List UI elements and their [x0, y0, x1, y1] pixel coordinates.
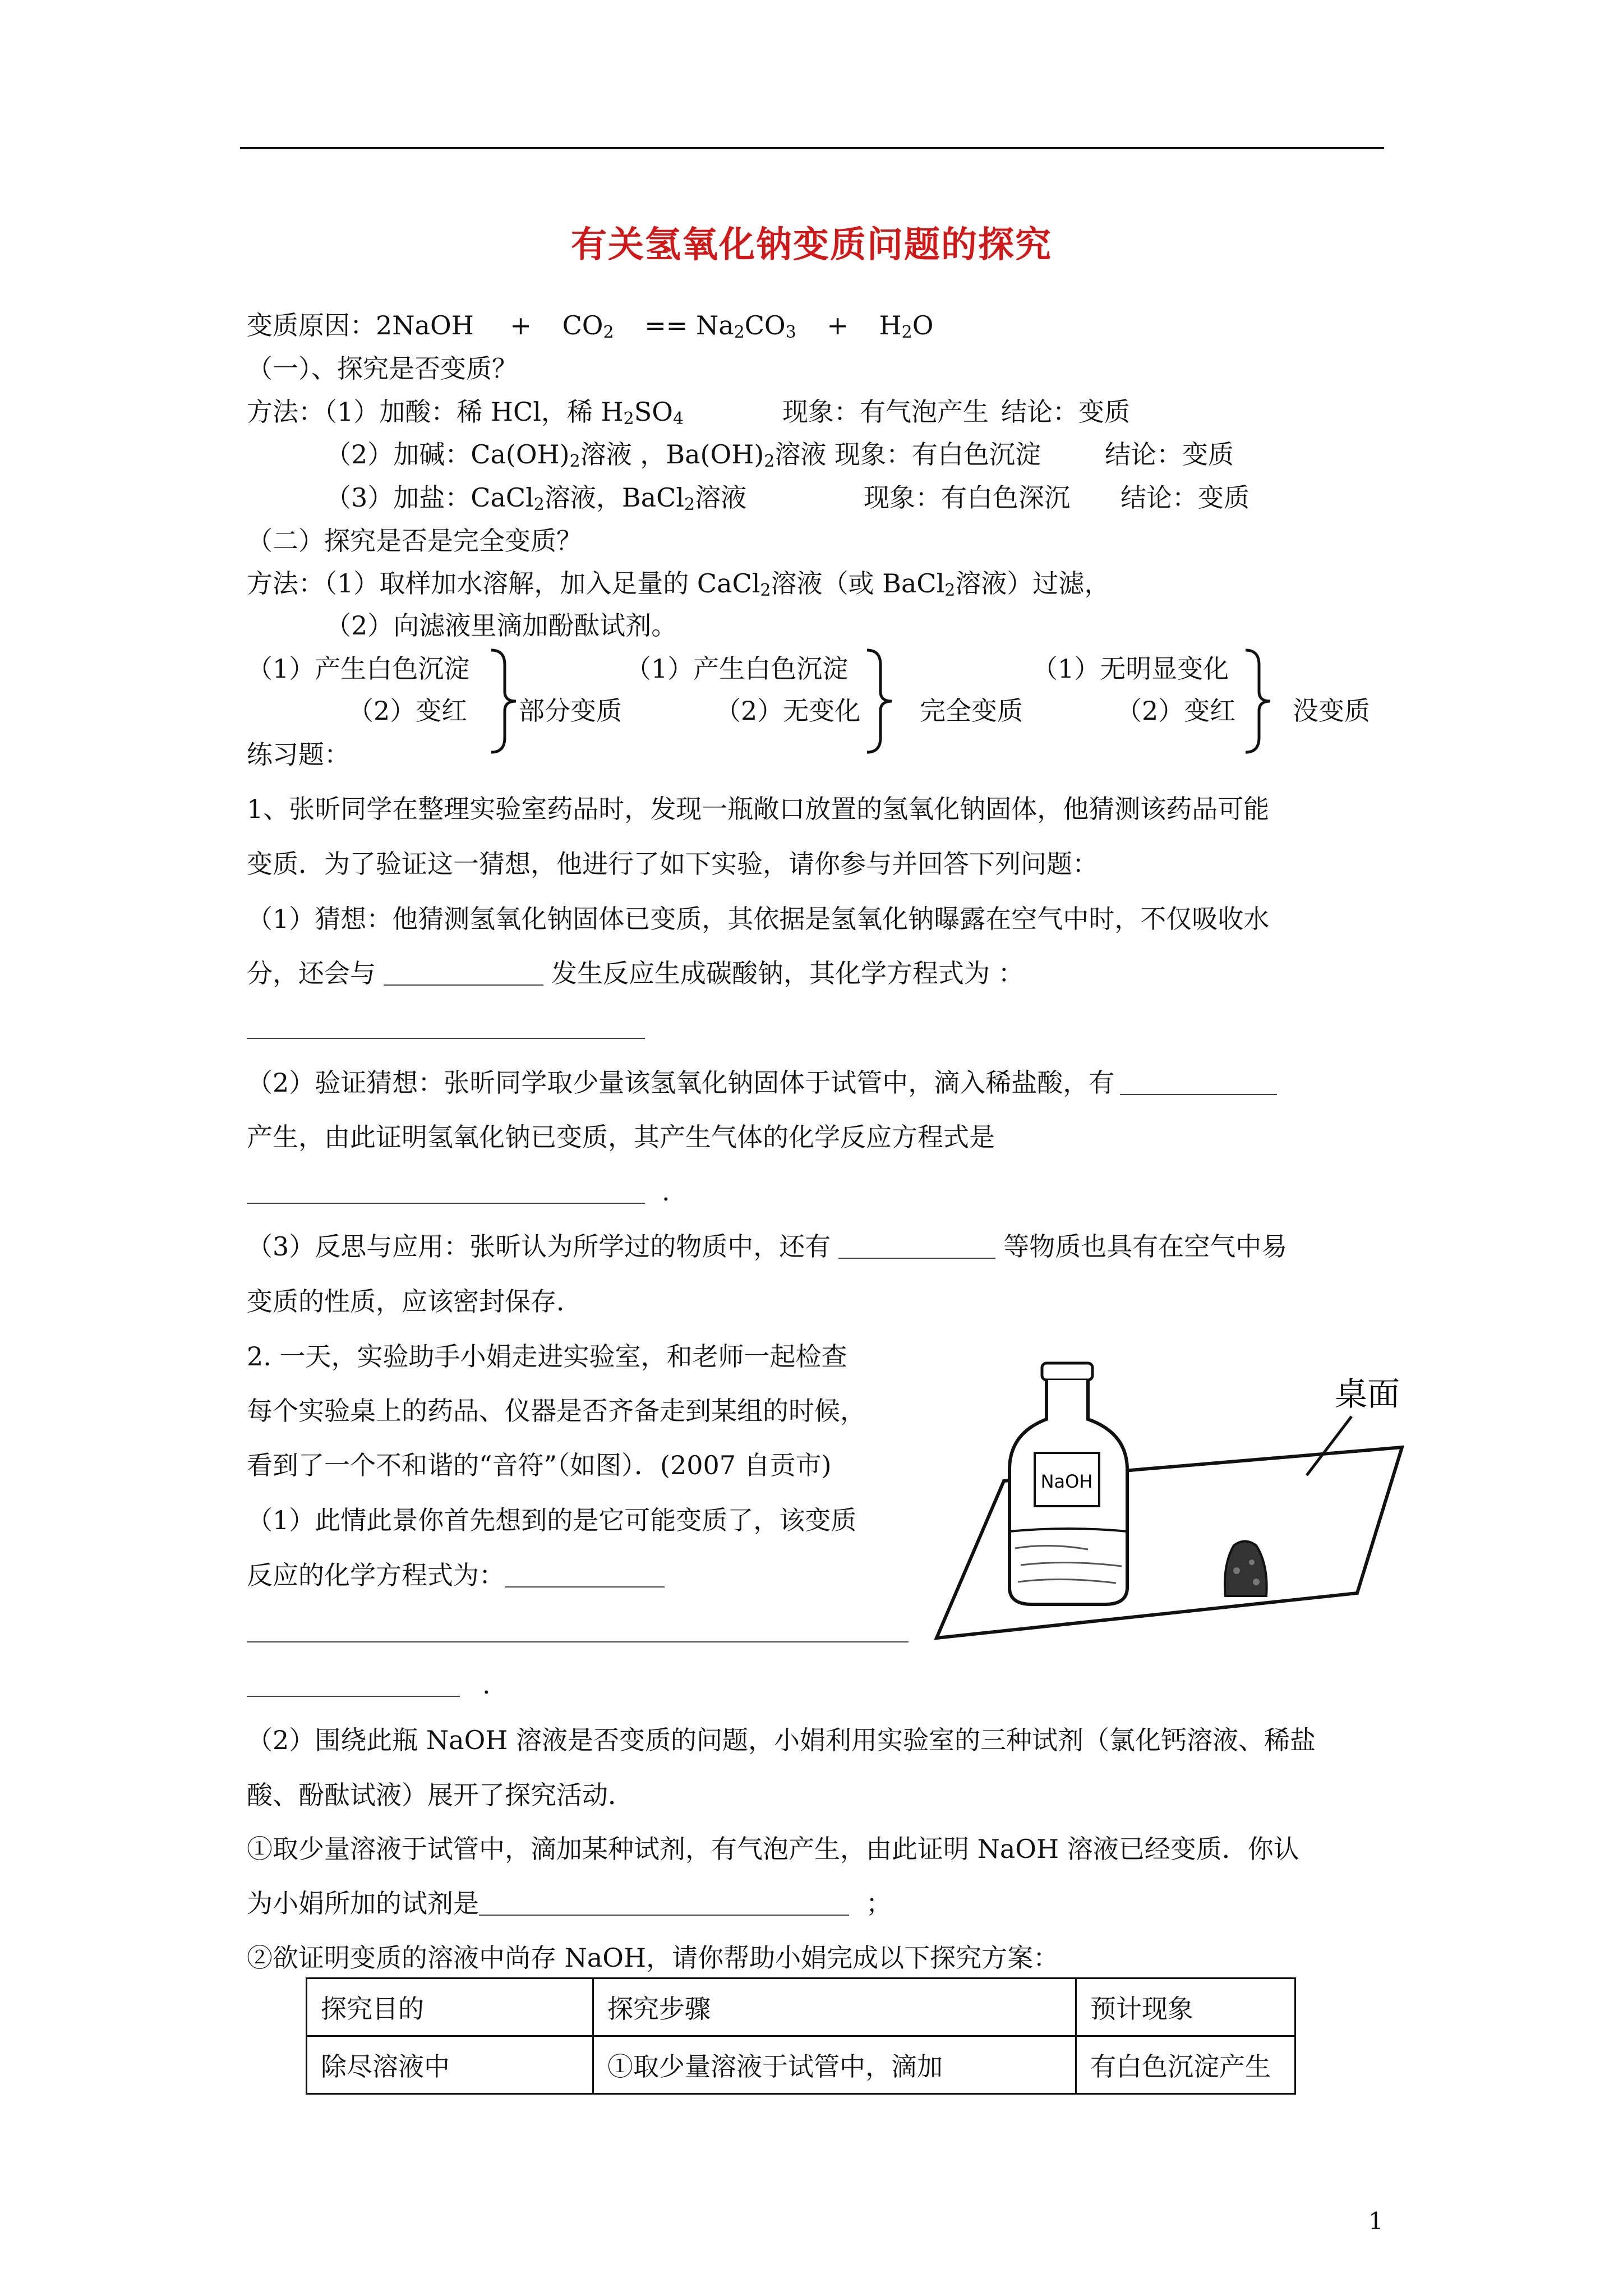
- table-cell: 除尽溶液中: [307, 2036, 593, 2094]
- q2-line5: 反应的化学方程式为：: [247, 1558, 665, 1592]
- group2-line2: （2）无变化: [715, 696, 861, 726]
- desk-label: 桌面: [1335, 1375, 1400, 1413]
- header-rule: [240, 147, 1384, 149]
- reaction-line: 变质原因：2NaOH + $CO_2 == Na_2CO_3 + H_2O$: [247, 310, 934, 342]
- q2-line4: （1）此情此景你首先想到的是它可能变质了，该变质: [247, 1505, 857, 1535]
- table-cell: 有白色沉淀产生: [1076, 2036, 1295, 2094]
- q1-part1-line2: 分，还会与 发生反应生成碳酸钠，其化学方程式为 ：: [247, 958, 1024, 988]
- q1-part3-line2: 变质的性质，应该密封保存．: [247, 1286, 582, 1317]
- q2-c1-line2: 为小娟所加的试剂是 ；: [247, 1888, 892, 1918]
- q1-line1: 1、张昕同学在整理实验室药品时，发现一瓶敞口放置的氢氧化钠固体，他猜测该药品可能: [247, 794, 1270, 824]
- q1-part2-line2: 产生，由此证明氢氧化钠已变质，其产生气体的化学反应方程式是: [247, 1122, 995, 1152]
- q1-part2-line1: （2）验证猜想：张昕同学取少量该氢氧化钠固体于试管中，滴入稀盐酸，有: [247, 1066, 1277, 1099]
- q2-answer-line-2: .: [247, 1668, 491, 1701]
- answer-blank[interactable]: [505, 1564, 665, 1588]
- group2-line1: （1）产生白色沉淀: [625, 654, 849, 684]
- table-row: [307, 2036, 1295, 2094]
- reaction-label: 变质原因：2NaOH: [247, 310, 474, 341]
- brace-1: [488, 648, 519, 754]
- q2-answer-line: [247, 1613, 909, 1647]
- q1-part2-answer-line: .: [247, 1175, 670, 1208]
- part1-m2-conclusion: 结论：变质: [1105, 439, 1234, 470]
- table-header-cell: 探究步骤: [593, 1978, 1076, 2036]
- q2-part2-line1: （2）围绕此瓶 NaOH 溶液是否变质的问题，小娟利用实验室的三种试剂（氯化钙溶液、稀盐: [247, 1725, 1316, 1755]
- exercises-heading: 练习题：: [247, 739, 350, 770]
- q1-part1-answer-line: [247, 1010, 645, 1043]
- naoh-bottle-figure: [920, 1341, 1436, 1644]
- part1-m3-conclusion: 结论：变质: [1121, 482, 1249, 513]
- group1-line2: （2）变红: [348, 696, 468, 726]
- part1-method-2: （2）加碱：$Ca(OH)_2$溶液 ，$Ba(OH)_2$溶液 现象：有白色沉淀: [325, 439, 1041, 471]
- q2-part2-line2: 酸、酚酞试液）展开了探究活动．: [247, 1780, 634, 1810]
- q1-part3-line1: （3）反思与应用：张昕认为所学过的物质中，还有 等物质也具有在空气中易: [247, 1231, 1288, 1262]
- answer-blank[interactable]: [247, 1619, 909, 1642]
- part1-heading: （一）、探究是否变质？: [247, 353, 518, 384]
- group1-line1: （1）产生白色沉淀: [247, 654, 470, 684]
- part2-heading: （二）探究是否是完全变质？: [247, 526, 582, 556]
- table-cell: ①取少量溶液于试管中，滴加: [593, 2036, 1076, 2094]
- q2-c1-line1: ①取少量溶液于试管中，滴加某种试剂，有气泡产生，由此证明 NaOH 溶液已经变质．你认: [247, 1834, 1299, 1864]
- brace-3: [1242, 648, 1274, 754]
- q2-line2: 每个实验桌上的药品、仪器是否齐备走到某组的时候，: [247, 1396, 866, 1426]
- table-header-cell: 探究目的: [307, 1978, 593, 2036]
- group3-line1: （1）无明显变化: [1032, 654, 1229, 684]
- q2-line1: 2. 一天，实验助手小娟走进实验室，和老师一起检查: [247, 1341, 847, 1372]
- answer-blank[interactable]: [384, 962, 543, 986]
- part1-method-1: 方法：（1）加酸：稀 HCl，稀 $H_2SO_4$: [247, 397, 684, 429]
- part2-step-2: （2）向滤液里滴加酚酞试剂。: [325, 610, 677, 641]
- table-header-row: [307, 1978, 1295, 2036]
- answer-blank[interactable]: [479, 1892, 849, 1916]
- bottle-label: NaOH: [1040, 1471, 1093, 1492]
- table-header-cell: 预计现象: [1076, 1978, 1295, 2036]
- q1-part1-line1: （1）猜想：他猜测氢氧化钠固体已变质，其依据是氢氧化钠曝露在空气中时，不仅吸收水: [247, 904, 1270, 934]
- part1-m1-observation: 现象：有气泡产生: [782, 397, 989, 427]
- page-number: 1: [1368, 2207, 1384, 2235]
- q2-c2-line: ②欲证明变质的溶液中尚存 NaOH，请你帮助小娟完成以下探究方案：: [247, 1943, 1059, 1973]
- brace-2: [864, 648, 895, 754]
- group3-result: 没变质: [1293, 696, 1370, 726]
- answer-blank[interactable]: [247, 1180, 645, 1204]
- group3-line2: （2）变红: [1116, 696, 1236, 726]
- answer-blank[interactable]: [838, 1235, 995, 1259]
- answer-blank[interactable]: [247, 1673, 460, 1697]
- group1-result: 部分变质: [519, 696, 622, 726]
- exploration-table: [306, 1977, 1296, 2095]
- group2-result: 完全变质: [920, 696, 1023, 726]
- q1-line2: 变质．为了验证这一猜想，他进行了如下实验，请你参与并回答下列问题：: [247, 849, 1098, 879]
- answer-blank[interactable]: [1120, 1071, 1277, 1095]
- part1-m3-observation: 现象：有白色深沉: [864, 482, 1070, 513]
- page-title: 有关氢氧化钠变质问题的探究: [571, 224, 1052, 266]
- part1-m1-conclusion: 结论：变质: [1001, 397, 1130, 427]
- part1-method-3: （3）加盐：CaCl$_2$溶液，BaCl$_2$溶液: [325, 482, 747, 514]
- answer-blank[interactable]: [247, 1015, 645, 1039]
- q2-line3: 看到了一个不和谐的“音符”（如图）．(2007 自贡市): [247, 1450, 832, 1480]
- part2-step-1: 方法：（1）取样加水溶解，加入足量的 CaCl$_2$溶液（或 BaCl$_2$溶液）过滤，: [247, 568, 1110, 600]
